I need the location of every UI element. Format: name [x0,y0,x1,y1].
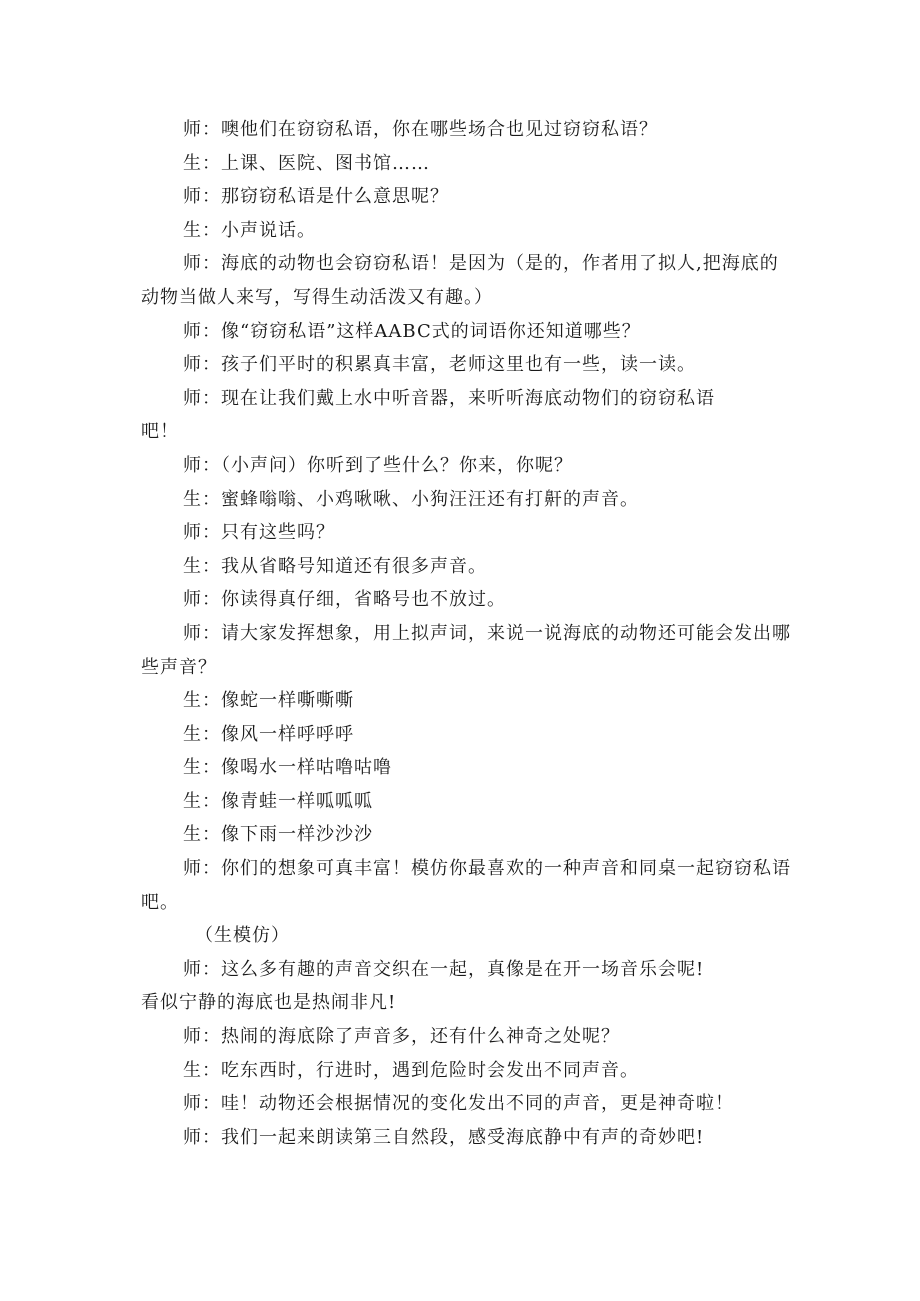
paragraph-13: 生：我从省略号知道还有很多声音。 [183,555,487,577]
paragraph-20: 生：像下雨一样沙沙沙 [183,824,373,846]
paragraph-3: 师：那窃窃私语是什么意思呢？ [183,186,449,208]
paragraph-19: 生：像青蛙一样呱呱呱 [183,790,373,812]
paragraph-1: 师：噢他们在窃窃私语，你在哪些场合也见过窃窃私语？ [183,119,658,140]
paragraph-12: 师：只有这些吗？ [183,522,335,544]
paragraph-2: 生：上课、医院、图书馆…… [183,152,430,174]
paragraph-22: （生模仿） [195,925,290,947]
paragraph-6: 师：像“窃窃私语”这样AABC式的词语你还知道哪些？ [183,320,641,342]
paragraph-18: 生：像喝水一样咕噜咕噜 [183,757,392,779]
paragraph-10: 师：（小声问）你听到了些什么？你来，你呢？ [183,454,573,476]
paragraph-11: 生：蜜蜂嗡嗡、小鸡啾啾、小狗汪汪还有打鼾的声音。 [183,488,639,510]
paragraph-5: 师：海底的动物也会窃窃私语！是因为（是的，作者用了拟人,把海底的动物当做人来写，写得生动活泼又有趣。） [141,253,779,308]
paragraph-24: 看似宁静的海底也是热闹非凡! [141,992,397,1014]
paragraph-8: 师：现在让我们戴上水中听音器，来听听海底动物们的窃窃私语 [183,387,715,409]
paragraph-4: 生：小声说话。 [183,219,316,241]
paragraph-15: 师：请大家发挥想象，用上拟声词，来说一说海底的动物还可能会发出哪些声音？ [141,622,791,678]
paragraph-14: 师：你读得真仔细，省略号也不放过。 [183,589,506,611]
paragraph-17: 生：像风一样呼呼呼 [183,723,354,745]
paragraph-16: 生：像蛇一样嘶嘶嘶 [183,690,354,712]
paragraph-21: 师：你们的想象可真丰富！模仿你最喜欢的一种声音和同桌一起窃窃私语吧。 [141,858,791,913]
document-body [141,113,791,1154]
paragraph-28: 师：我们一起来朗读第三自然段，感受海底静中有声的奇妙吧! [183,1126,705,1148]
paragraph-9: 吧！ [141,421,179,443]
paragraph-25: 师：热闹的海底除了声音多，还有什么神奇之处呢？ [183,1026,620,1048]
paragraph-26: 生：吃东西时，行进时，遇到危险时会发出不同声音。 [183,1059,639,1081]
paragraph-23: 师：这么多有趣的声音交织在一起，真像是在开一场音乐会呢! [183,958,705,980]
paragraph-27: 师：哇！动物还会根据情况的变化发出不同的声音，更是神奇啦！ [183,1093,734,1115]
paragraph-7: 师：孩子们平时的积累真丰富，老师这里也有一些，读一读。 [183,354,696,376]
